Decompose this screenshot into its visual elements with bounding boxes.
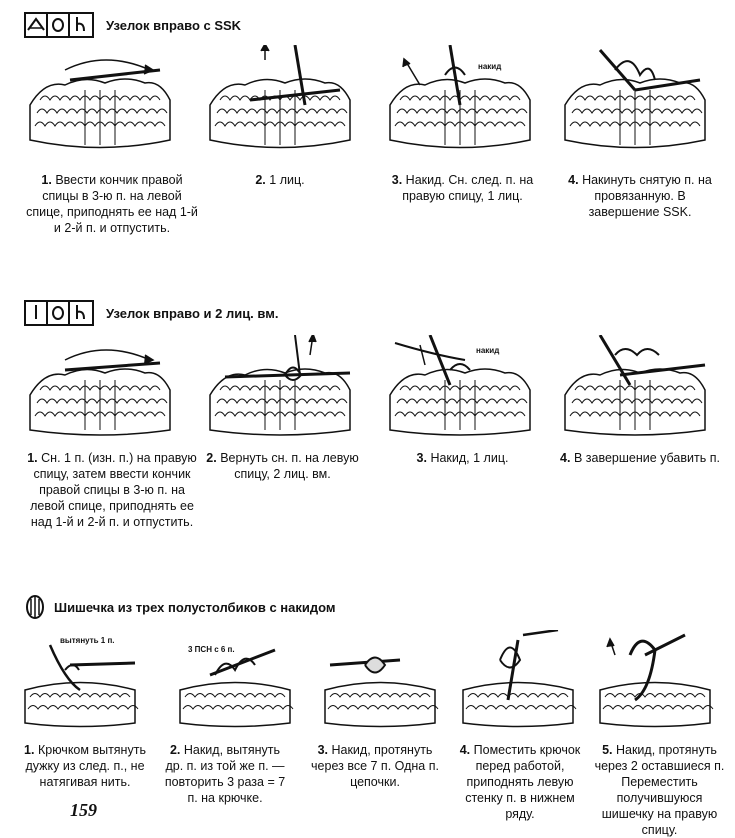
crochet-illustration-3-3 [320,635,440,730]
pull-loop-label: вытянуть 1 п. [60,636,115,645]
section-title: Шишечка из трех полустолбиков с накидом [54,599,336,615]
chart-symbol-icon [24,300,94,326]
step-caption: 3. Накид. Сн. след. п. на правую спицу, 1 лиц. [391,173,534,203]
yarn-over-label: накид [478,62,502,71]
page-number: 159 [70,800,97,820]
bobble-symbol-icon [24,594,46,620]
step-caption: 2. 1 лиц. [255,173,305,187]
section-title: Узелок вправо с SSK [106,17,242,33]
knitting-illustration-2-1 [25,335,175,440]
step-caption: 3. Накид, 1 лиц. [416,451,509,465]
section-title: Узелок вправо и 2 лиц. вм. [106,305,279,321]
step-caption: 4. Поместить крючок перед работой, приподнять левую стенку п. в нижнем ряду. [459,743,581,821]
section-2-header [24,300,278,326]
knitting-illustration-1-4 [560,45,710,155]
section-3-header [24,594,336,620]
step-caption: 1. Сн. 1 п. (изн. п.) на правую спицу, затем ввести кончик правой спицы в 3-ю п. на левой спице, приподнять ее над 1-й и 2-й п. и отпустить. [27,451,197,529]
step-caption: 2. Накид, вытянуть др. п. из той же п. — повторить 3 раза = 7 п. на крючке. [164,743,286,805]
knitting-illustration-2-4 [560,335,710,440]
crochet-illustration-3-5 [595,630,715,730]
knitting-illustration-2-2 [205,335,355,440]
step-caption: 2. Вернуть сн. п. на левую спицу, 2 лиц. вм. [206,451,359,481]
stitch-count-label: 3 ПСН с 6 п. [188,645,235,654]
crochet-illustration-3-1 [20,635,140,730]
knitting-illustration-2-3 [385,335,535,440]
knitting-illustration-1-3 [385,45,535,155]
step-caption: 5. Накид, протянуть через 2 оставшиеся п. Переместить получившуюся шишечку на правую спицу. [594,743,725,837]
yarn-over-label: накид [476,346,500,355]
knitting-illustration-1-2 [205,45,355,155]
chart-symbol-icon [24,12,94,38]
step-caption: 3. Накид, протянуть через все 7 п. Одна п. цепочки. [311,743,439,789]
step-caption: 4. В завершение убавить п. [560,451,720,465]
step-caption: 1. Ввести кончик правой спицы в 3-ю п. на левой спице, приподнять ее над 1-й и 2-й п. и отпустить. [26,173,198,235]
section-1-header [24,12,241,38]
step-caption: 1. Крючком вытянуть дужку из след. п., не натягивая нить. [24,743,146,789]
knitting-illustration-1-1 [25,45,175,155]
crochet-illustration-3-4 [458,630,578,730]
step-caption: 4. Накинуть снятую п. на провязанную. В завершение SSK. [568,173,712,219]
